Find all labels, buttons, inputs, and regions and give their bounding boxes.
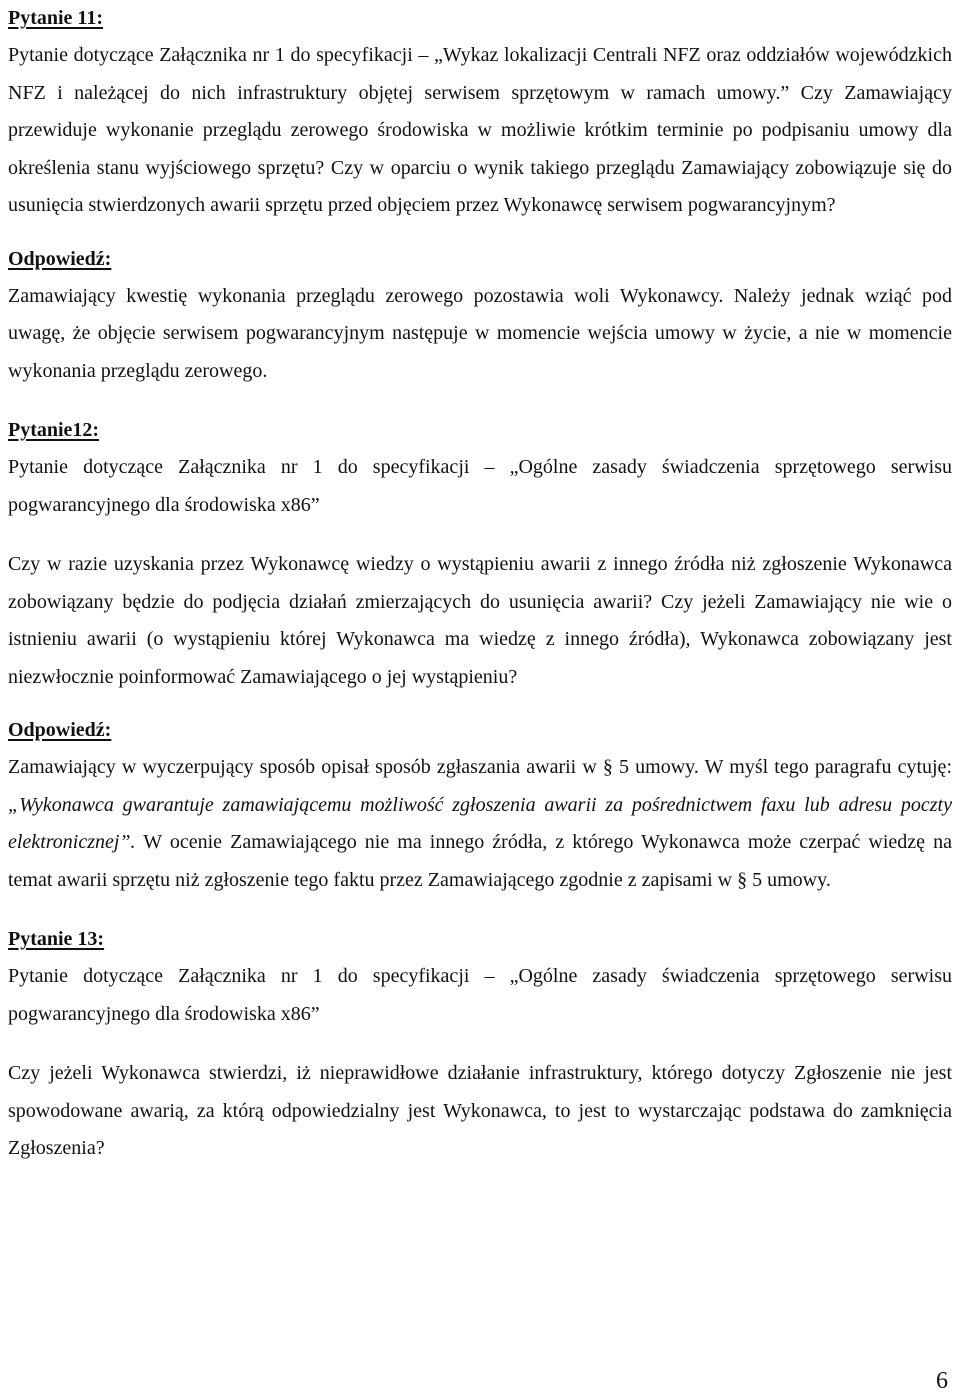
question-13-intro: Pytanie dotyczące Załącznika nr 1 do specyfikacji – „Ogólne zasady świadczenia sprzętowego serwisu pogwarancyjnego dla środowiska x86”: [8, 965, 952, 1025]
answer-11-text: Zamawiający kwestię wykonania przeglądu zerowego pozostawia woli Wykonawcy. Należy jednak wziąć pod uwagę, że objęcie serwisem pogwarancyjnym następuje w momencie wejścia umowy w życie, a nie w momencie wykonania przeglądu zerowego.: [8, 284, 952, 382]
question-13-heading: Pytanie 13:: [8, 928, 105, 950]
page-number: 6: [936, 1368, 948, 1394]
question-12-text: Czy w razie uzyskania przez Wykonawcę wiedzy o wystąpieniu awarii z innego źródła niż zgłoszenie Wykonawca zobowiązany będzie do podjęcia działań zmierzających do usunięcia awarii? Czy jeżeli Zamawiający nie wie o istnieniu awarii (o wystąpieniu której Wykonawca ma wiedzę z innego źródła), Wykonawca zobowiązany jest niezwłocznie poinformować Zamawiającego o jej wystąpieniu?: [8, 553, 952, 688]
answer-12-heading: Odpowiedź:: [8, 719, 112, 741]
question-12-section: [8, 412, 952, 899]
answer-12-text-part-a: Zamawiający w wyczerpujący sposób opisał sposób zgłaszania awarii w § 5 umowy. W myśl tego paragrafu cytuję:: [8, 756, 952, 778]
question-11-text: Pytanie dotyczące Załącznika nr 1 do specyfikacji – „Wykaz lokalizacji Centrali NFZ oraz oddziałów wojewódzkich NFZ i należącej do nich infrastruktury objętej serwisem sprzętowym w ramach umowy.” Czy Zamawiający przewiduje wykonanie przeglądu zerowego środowiska w możliwie krótkim terminie po podpisaniu umowy dla określenia stanu wyjściowego sprzętu? Czy w oparciu o wynik takiego przeglądu Zamawiający zobowiązuje się do usunięcia stwierdzonych awarii sprzętu przed objęciem przez Wykonawcę serwisem pogwarancyjnym?: [8, 44, 952, 216]
question-13-text: Czy jeżeli Wykonawca stwierdzi, iż nieprawidłowe działanie infrastruktury, którego dotyczy Zgłoszenie nie jest spowodowane awarią, za którą odpowiedzialny jest Wykonawca, to jest to wystarczając podstawa do zamknięcia Zgłoszenia?: [8, 1062, 952, 1159]
document-page: [8, 0, 952, 1168]
answer-12-quote: „Wykonawca gwarantuje zamawiającemu możliwość zgłoszenia awarii za pośrednictwem faxu lub adresu poczty elektronicznej”.: [8, 793, 952, 853]
question-11-heading: Pytanie 11:: [8, 7, 103, 29]
answer-12-text: [8, 749, 952, 899]
answer-11-heading: Odpowiedź:: [8, 247, 112, 270]
question-11-section: [8, 0, 952, 390]
question-12-intro: Pytanie dotyczące Załącznika nr 1 do specyfikacji – „Ogólne zasady świadczenia sprzętowego serwisu pogwarancyjnego dla środowiska x86”: [8, 456, 952, 516]
answer-12-text-part-b: W ocenie Zamawiającego nie ma innego źródła, z którego Wykonawca może czerpać wiedzę na temat awarii sprzętu niż zgłoszenie tego faktu przez Zamawiającego zgodnie z zapisami w § 5 umowy.: [8, 831, 952, 891]
question-12-heading: Pytanie12:: [8, 419, 100, 441]
question-13-section: [8, 921, 952, 1168]
